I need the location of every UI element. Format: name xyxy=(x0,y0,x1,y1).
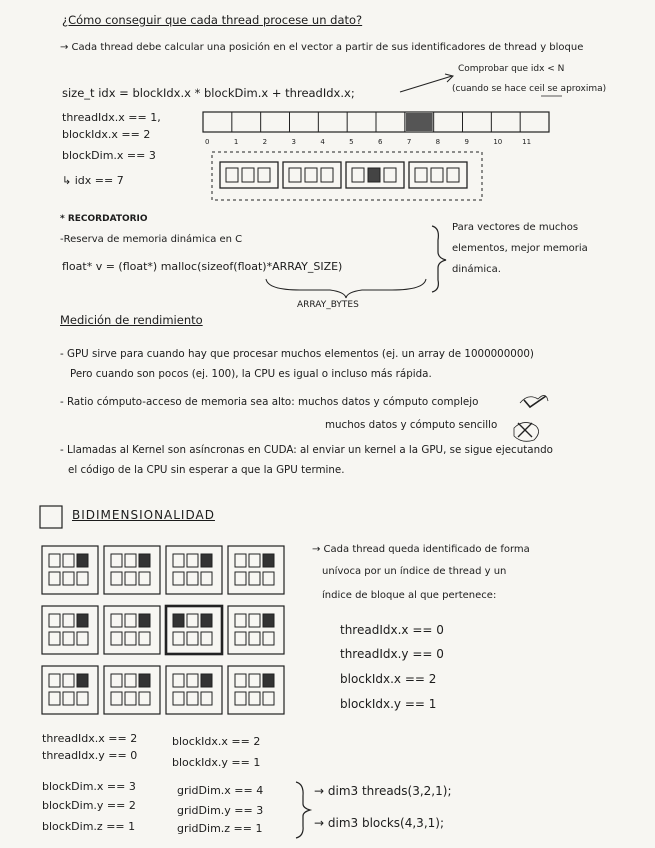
grid-block xyxy=(166,606,222,654)
thread-cell xyxy=(226,168,238,182)
grid-thread-cell xyxy=(49,692,60,705)
grid-thread-cell xyxy=(49,674,60,687)
bidim-desc-3: índice de bloque al que pertenece: xyxy=(322,590,497,601)
grid-thread-cell xyxy=(263,692,274,705)
grid-thread-cell xyxy=(63,632,74,645)
grid-thread-cell xyxy=(173,572,184,585)
grid-thread-cell xyxy=(125,554,136,567)
vector-cell-highlight xyxy=(406,113,433,131)
thread-cell xyxy=(384,168,396,182)
grid-thread-cell xyxy=(125,692,136,705)
grid-thread-cell xyxy=(111,614,122,627)
idx-result: ↳ idx == 7 xyxy=(62,174,124,187)
grid-block xyxy=(166,546,222,594)
griddim-y: gridDim.y == 3 xyxy=(177,804,264,817)
blockdim-y: blockDim.y == 2 xyxy=(42,799,136,812)
vector-array xyxy=(203,112,549,146)
dynamic-memory-line: -Reserva de memoria dinámica en C xyxy=(60,234,243,245)
grid-thread-cell xyxy=(235,572,246,585)
grid-thread-cell xyxy=(125,632,136,645)
grid-thread-cell xyxy=(201,554,212,567)
bottom-blockidx-x: blockIdx.x == 2 xyxy=(172,735,261,748)
grid-thread-cell xyxy=(111,572,122,585)
grid-thread-cell xyxy=(235,674,246,687)
grid-thread-cell xyxy=(139,674,150,687)
thread-cell xyxy=(368,168,380,182)
bottom-blockidx-y: blockIdx.y == 1 xyxy=(172,756,261,769)
grid-thread-cell xyxy=(77,572,88,585)
grid-2d xyxy=(42,546,284,714)
dim3-blocks: → dim3 blocks(4,3,1); xyxy=(314,816,444,830)
grid-thread-cell xyxy=(49,554,60,567)
grid-thread-cell xyxy=(111,692,122,705)
reminder-title: * RECORDATORIO xyxy=(60,214,148,224)
vector-index-label: 7 xyxy=(406,138,412,146)
example-threadidx-x: threadIdx.x == 0 xyxy=(340,623,444,637)
grid-thread-cell xyxy=(187,692,198,705)
grid-thread-cell xyxy=(49,572,60,585)
side-note-3: dinámica. xyxy=(452,264,501,275)
grid-block xyxy=(228,666,284,714)
vector-index-label: 3 xyxy=(291,138,296,146)
vector-index-label: 8 xyxy=(435,138,441,146)
section-checkbox xyxy=(40,506,62,528)
grid-block xyxy=(104,546,160,594)
bidim-desc-2: unívoca por un índice de thread y un xyxy=(322,566,507,577)
grid-thread-cell xyxy=(49,632,60,645)
grid-thread-cell xyxy=(263,632,274,645)
thread-cell xyxy=(242,168,254,182)
vector-index-label: 2 xyxy=(262,138,268,146)
array-bytes-label: ARRAY_BYTES xyxy=(297,300,359,310)
array-bytes-brace xyxy=(266,279,426,298)
side-note-2: elementos, mejor memoria xyxy=(452,243,588,254)
grid-thread-cell xyxy=(187,674,198,687)
var-threadidx: threadIdx.x == 1, xyxy=(62,111,161,124)
grid-thread-cell xyxy=(249,674,260,687)
bullet-async-1: - Llamadas al Kernel son asíncronas en CUDA: al enviar un kernel a la GPU, se sigue ejecutando xyxy=(60,444,553,456)
grid-thread-cell xyxy=(111,674,122,687)
grid-thread-cell xyxy=(263,572,274,585)
grid-block xyxy=(104,606,160,654)
thread-cell xyxy=(321,168,333,182)
grid-thread-cell xyxy=(77,632,88,645)
grid-thread-cell xyxy=(173,692,184,705)
grid-thread-cell xyxy=(173,632,184,645)
grid-thread-cell xyxy=(139,632,150,645)
thread-block xyxy=(409,162,467,188)
vector-index-label: 6 xyxy=(378,138,383,146)
grid-thread-cell xyxy=(249,572,260,585)
grid-thread-cell xyxy=(77,692,88,705)
bullet-gpu-2: Pero cuando son pocos (ej. 100), la CPU es igual o incluso más rápida. xyxy=(70,368,432,380)
grid-thread-cell xyxy=(201,692,212,705)
grid-thread-cell xyxy=(77,554,88,567)
block-row xyxy=(220,162,467,188)
grid-block xyxy=(42,606,98,654)
section1-title: ¿Cómo conseguir que cada thread procese un dato? xyxy=(62,13,363,27)
side-brace xyxy=(432,226,446,292)
grid-thread-cell xyxy=(187,614,198,627)
bullet-ratio-2: muchos datos y cómputo sencillo xyxy=(325,419,498,431)
thread-cell xyxy=(289,168,301,182)
thread-position-note: → Cada thread debe calcular una posición en el vector a partir de sus identificadores de thread y bloque xyxy=(60,42,584,53)
thread-cell xyxy=(258,168,270,182)
grid-thread-cell xyxy=(173,674,184,687)
grid-thread-cell xyxy=(201,632,212,645)
thread-cell xyxy=(352,168,364,182)
grid-thread-cell xyxy=(249,692,260,705)
var-blockidx: blockIdx.x == 2 xyxy=(62,128,151,141)
grid-block xyxy=(42,546,98,594)
grid-thread-cell xyxy=(235,554,246,567)
grid-thread-cell xyxy=(187,554,198,567)
grid-thread-cell xyxy=(187,632,198,645)
malloc-code: float* v = (float*) malloc(sizeof(float)*ARRAY_SIZE) xyxy=(62,260,343,273)
grid-thread-cell xyxy=(125,614,136,627)
grid-thread-cell xyxy=(111,632,122,645)
grid-thread-cell xyxy=(201,674,212,687)
grid-thread-cell xyxy=(77,614,88,627)
grid-thread-cell xyxy=(63,614,74,627)
grid-thread-cell xyxy=(173,554,184,567)
dim-brace xyxy=(296,782,310,838)
blockdim-z: blockDim.z == 1 xyxy=(42,820,136,833)
bullet-async-2: el código de la CPU sin esperar a que la GPU termine. xyxy=(68,464,345,476)
vector-index-label: 10 xyxy=(493,138,503,146)
grid-block xyxy=(166,666,222,714)
grid-thread-cell xyxy=(235,614,246,627)
grid-thread-cell xyxy=(139,554,150,567)
griddim-x: gridDim.x == 4 xyxy=(177,784,264,797)
thread-cell xyxy=(447,168,459,182)
var-blockdim: blockDim.x == 3 xyxy=(62,149,156,162)
bidim-desc-1: → Cada thread queda identificado de forma xyxy=(312,544,530,555)
grid-thread-cell xyxy=(125,674,136,687)
ceil-note: (cuando se hace ceil se aproxima) xyxy=(452,84,607,94)
bullet-gpu-1: - GPU sirve para cuando hay que procesar muchos elementos (ej. un array de 1000000000) xyxy=(60,348,534,360)
vector-index-label: 0 xyxy=(205,138,210,146)
cross-icon xyxy=(514,422,539,441)
grid-block xyxy=(228,546,284,594)
vector-index-label: 5 xyxy=(349,138,354,146)
grid-block xyxy=(104,666,160,714)
grid-block xyxy=(42,666,98,714)
grid-thread-cell xyxy=(139,614,150,627)
example-blockidx-y: blockIdx.y == 1 xyxy=(340,697,437,711)
idx-formula: size_t idx = blockIdx.x * blockDim.x + threadIdx.x; xyxy=(62,86,355,100)
grid-thread-cell xyxy=(77,674,88,687)
idx-check-note: Comprobar que idx < N xyxy=(458,64,565,74)
vector-index-label: 11 xyxy=(522,138,532,146)
grid-thread-cell xyxy=(139,692,150,705)
grid-thread-cell xyxy=(263,554,274,567)
grid-thread-cell xyxy=(125,572,136,585)
vector-index-label: 9 xyxy=(464,138,469,146)
blockdim-x: blockDim.x == 3 xyxy=(42,780,136,793)
vector-index-label: 4 xyxy=(320,138,325,146)
grid-thread-cell xyxy=(63,554,74,567)
grid-thread-cell xyxy=(63,674,74,687)
grid-thread-cell xyxy=(235,632,246,645)
bottom-threadidx-x: threadIdx.x == 2 xyxy=(42,732,138,745)
side-note-1: Para vectores de muchos xyxy=(452,222,579,233)
grid-thread-cell xyxy=(201,614,212,627)
grid-thread-cell xyxy=(139,572,150,585)
grid-dashed-outline xyxy=(212,152,482,200)
dim3-threads: → dim3 threads(3,2,1); xyxy=(314,784,452,798)
grid-thread-cell xyxy=(249,614,260,627)
thread-block xyxy=(283,162,341,188)
thread-cell xyxy=(305,168,317,182)
grid-thread-cell xyxy=(63,692,74,705)
griddim-z: gridDim.z == 1 xyxy=(177,822,263,835)
grid-block xyxy=(228,606,284,654)
bullet-ratio-1: - Ratio cómputo-acceso de memoria sea alto: muchos datos y cómputo complejo xyxy=(60,396,479,408)
grid-thread-cell xyxy=(187,572,198,585)
example-blockidx-x: blockIdx.x == 2 xyxy=(340,672,437,686)
grid-thread-cell xyxy=(263,674,274,687)
thread-cell xyxy=(431,168,443,182)
example-threadidx-y: threadIdx.y == 0 xyxy=(340,647,444,661)
grid-thread-cell xyxy=(111,554,122,567)
grid-thread-cell xyxy=(249,632,260,645)
bottom-threadidx-y: threadIdx.y == 0 xyxy=(42,749,138,762)
grid-thread-cell xyxy=(263,614,274,627)
thread-cell xyxy=(415,168,427,182)
thread-block xyxy=(220,162,278,188)
grid-thread-cell xyxy=(63,572,74,585)
arrow-to-check-note xyxy=(400,76,452,92)
bidim-title: BIDIMENSIONALIDAD xyxy=(72,508,215,522)
grid-thread-cell xyxy=(173,614,184,627)
grid-thread-cell xyxy=(235,692,246,705)
grid-thread-cell xyxy=(249,554,260,567)
grid-thread-cell xyxy=(49,614,60,627)
grid-thread-cell xyxy=(201,572,212,585)
performance-title: Medición de rendimiento xyxy=(60,313,203,327)
vector-index-label: 1 xyxy=(233,138,239,146)
